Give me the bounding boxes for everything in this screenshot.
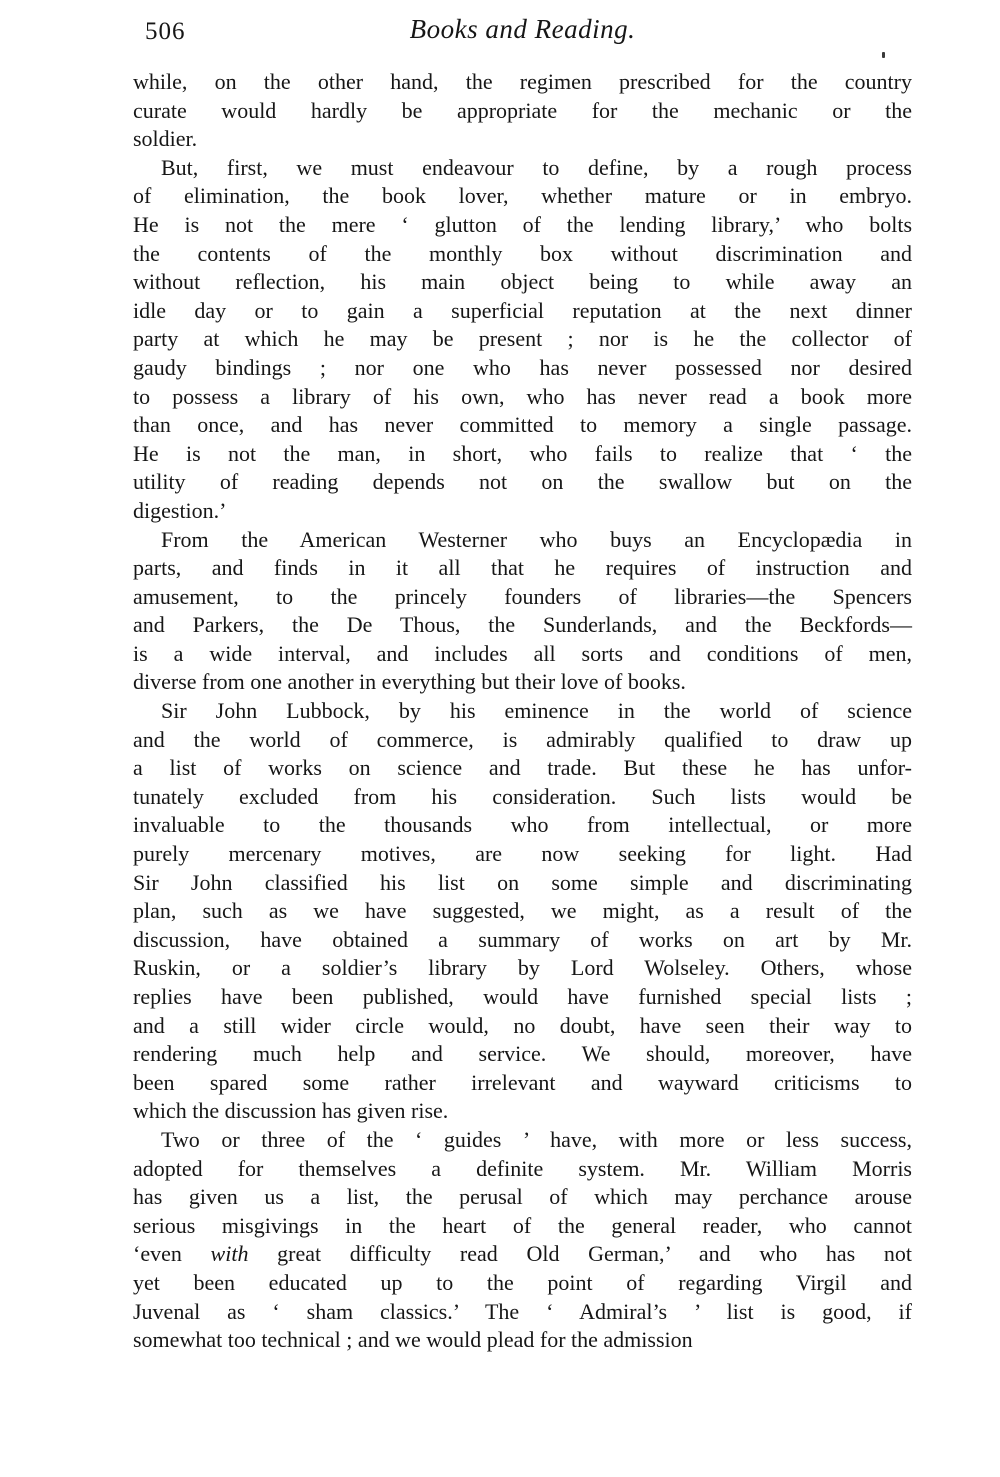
- text-line: has given us a list, the perusal of which may perchance arouse: [133, 1184, 912, 1210]
- text-line: Two or three of the ‘ guides ’ have, with more or less success,: [161, 1126, 912, 1152]
- text-line: Juvenal as ‘ sham classics.’ The ‘ Admiral’s ’ list is good, if: [133, 1298, 912, 1324]
- text-line: idle day or to gain a superficial reputation at the next dinner: [133, 297, 912, 323]
- paragraph: [133, 68, 912, 154]
- text-line: utility of reading depends not on the swallow but on the: [133, 469, 912, 495]
- text-line: diverse from one another in everything but their love of books.: [133, 669, 686, 695]
- text-line: and Parkers, the De Thous, the Sunderlands, and the Beckfords—: [133, 612, 912, 638]
- text-line: while, on the other hand, the regimen prescribed for the country: [133, 69, 912, 94]
- text-line: purely mercenary motives, are now seeking for light. Had: [133, 841, 912, 867]
- text-line: He is not the mere ‘ glutton of the lending library,’ who bolts: [133, 211, 912, 237]
- text-line: digestion.’: [133, 497, 227, 523]
- text-line: rendering much help and service. We should, moreover, have: [133, 1041, 912, 1067]
- text-line: a list of works on science and trade. But these he has unfor-: [133, 755, 912, 781]
- text-segment: great difficulty read Old German,’ and who has not: [248, 1241, 913, 1267]
- scan-speck: [882, 52, 885, 58]
- text-line: somewhat too technical ; and we would plead for the admission: [133, 1327, 693, 1353]
- text-line: the contents of the monthly box without discrimination and: [133, 240, 912, 266]
- text-line: serious misgivings in the heart of the general reader, who cannot: [133, 1212, 912, 1238]
- text-line: yet been educated up to the point of regarding Virgil and: [133, 1269, 912, 1295]
- text-line: But, first, we must endeavour to define, by a rough process: [161, 154, 912, 180]
- text-line: adopted for themselves a definite system. Mr. William Morris: [133, 1155, 912, 1181]
- text-line: gaudy bindings ; nor one who has never possessed nor desired: [133, 354, 912, 380]
- text-line: of elimination, the book lover, whether mature or in embryo.: [133, 183, 912, 209]
- paragraph: [133, 697, 912, 1126]
- text-line: Sir John Lubbock, by his eminence in the world of science: [161, 698, 912, 724]
- text-line: [133, 1240, 912, 1269]
- text-line: discussion, have obtained a summary of works on art by Mr.: [133, 926, 912, 952]
- text-line: From the American Westerner who buys an Encyclopædia in: [161, 526, 912, 552]
- running-title: Books and Reading.: [409, 14, 636, 44]
- text-line: party at which he may be present ; nor is he the collector of: [133, 326, 912, 352]
- text-line: which the discussion has given rise.: [133, 1098, 449, 1124]
- text-line: invaluable to the thousands who from intellectual, or more: [133, 812, 912, 838]
- text-line: tunately excluded from his consideration. Such lists would be: [133, 783, 912, 809]
- text-line: Ruskin, or a soldier’s library by Lord Wolseley. Others, whose: [133, 955, 912, 981]
- text-line: curate would hardly be appropriate for the mechanic or the: [133, 97, 912, 123]
- text-body: [133, 68, 912, 1355]
- italic-text: with: [210, 1241, 249, 1267]
- text-line: to possess a library of his own, who has never read a book more: [133, 383, 912, 409]
- text-line: and a still wider circle would, no doubt, have seen their way to: [133, 1012, 912, 1038]
- text-line: parts, and finds in it all that he requires of instruction and: [133, 555, 912, 581]
- paragraph: [133, 1126, 912, 1355]
- text-segment: ‘even: [133, 1241, 211, 1267]
- text-line: and the world of commerce, is admirably qualified to draw up: [133, 726, 912, 752]
- text-line: is a wide interval, and includes all sorts and conditions of men,: [133, 640, 912, 666]
- text-line: replies have been published, would have furnished special lists ;: [133, 984, 912, 1009]
- text-line: than once, and has never committed to memory a single passage.: [133, 412, 912, 438]
- text-line: amusement, to the princely founders of libraries—the Spencers: [133, 583, 912, 609]
- text-line: plan, such as we have suggested, we might, as a result of the: [133, 898, 912, 924]
- text-line: without reflection, his main object being to while away an: [133, 269, 912, 295]
- paragraph: [133, 154, 912, 526]
- text-line: been spared some rather irrelevant and wayward criticisms to: [133, 1069, 912, 1095]
- text-line: soldier.: [133, 126, 198, 152]
- page-number: 506: [145, 18, 186, 45]
- text-line: Sir John classified his list on some simple and discriminating: [133, 869, 912, 895]
- text-line: He is not the man, in short, who fails to realize that ‘ the: [133, 440, 912, 466]
- paragraph: [133, 526, 912, 698]
